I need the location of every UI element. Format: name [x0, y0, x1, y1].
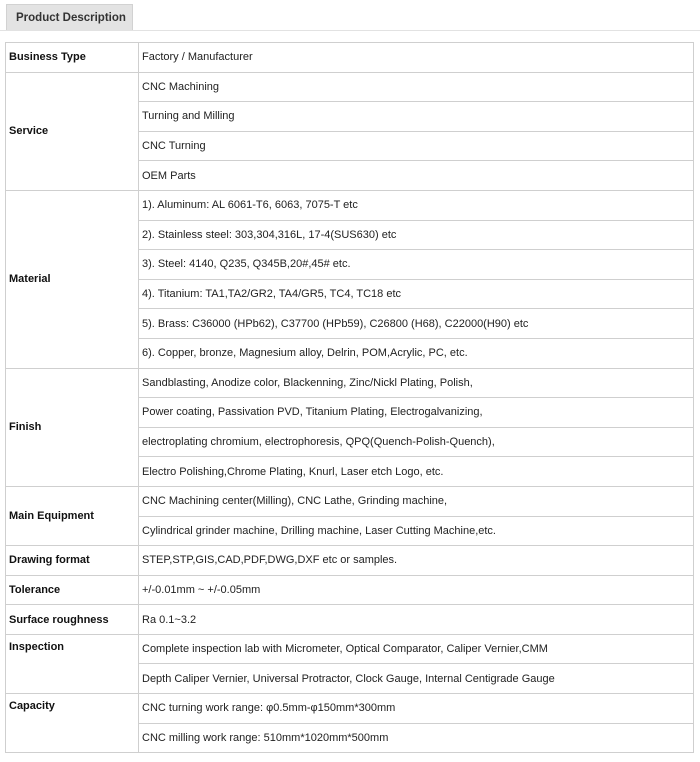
row-value-material: 6). Copper, bronze, Magnesium alloy, Delrin, POM,Acrylic, PC, etc.	[139, 338, 694, 368]
row-label-material: Material	[6, 190, 139, 368]
row-value-inspection: Depth Caliper Vernier, Universal Protractor, Clock Gauge, Internal Centigrade Gauge	[139, 664, 694, 694]
row-value-finish: Sandblasting, Anodize color, Blackenning, Zinc/Nickl Plating, Polish,	[139, 368, 694, 398]
spec-table-body	[6, 43, 694, 753]
table-row	[6, 190, 694, 220]
row-label-service: Service	[6, 72, 139, 190]
row-value-main-equipment: CNC Machining center(Milling), CNC Lathe, Grinding machine,	[139, 486, 694, 516]
table-row	[6, 634, 694, 664]
row-label-inspection: Inspection	[6, 634, 139, 693]
row-value-tolerance: +/-0.01mm ~ +/-0.05mm	[139, 575, 694, 605]
row-value-drawing-format: STEP,STP,GIS,CAD,PDF,DWG,DXF etc or samples.	[139, 546, 694, 576]
row-label-main-equipment: Main Equipment	[6, 486, 139, 545]
table-row	[6, 546, 694, 576]
table-row	[6, 368, 694, 398]
row-label-drawing-format: Drawing format	[6, 546, 139, 576]
row-value-capacity: CNC milling work range: 510mm*1020mm*500mm	[139, 723, 694, 753]
row-value-finish: Power coating, Passivation PVD, Titanium Plating, Electrogalvanizing,	[139, 398, 694, 428]
tab-divider	[0, 30, 700, 31]
row-value-finish: electroplating chromium, electrophoresis, QPQ(Quench-Polish-Quench),	[139, 427, 694, 457]
table-row	[6, 575, 694, 605]
row-value-material: 1). Aluminum: AL 6061-T6, 6063, 7075-T etc	[139, 190, 694, 220]
row-value-main-equipment: Cylindrical grinder machine, Drilling machine, Laser Cutting Machine,etc.	[139, 516, 694, 546]
row-value-material: 4). Titanium: TA1,TA2/GR2, TA4/GR5, TC4, TC18 etc	[139, 279, 694, 309]
row-value-service: CNC Machining	[139, 72, 694, 102]
row-label-business-type: Business Type	[6, 43, 139, 73]
table-row	[6, 43, 694, 73]
row-value-service: CNC Turning	[139, 131, 694, 161]
row-value-surface-roughness: Ra 0.1~3.2	[139, 605, 694, 635]
table-row	[6, 605, 694, 635]
row-value-material: 3). Steel: 4140, Q235, Q345B,20#,45# etc.	[139, 250, 694, 280]
row-label-capacity: Capacity	[6, 694, 139, 753]
tab-product-description[interactable]: Product Description	[6, 4, 133, 31]
row-label-finish: Finish	[6, 368, 139, 486]
row-value-material: 2). Stainless steel: 303,304,316L, 17-4(SUS630) etc	[139, 220, 694, 250]
row-label-tolerance: Tolerance	[6, 575, 139, 605]
row-value-business-type: Factory / Manufacturer	[139, 43, 694, 73]
row-value-finish: Electro Polishing,Chrome Plating, Knurl, Laser etch Logo, etc.	[139, 457, 694, 487]
table-row	[6, 486, 694, 516]
row-value-material: 5). Brass: C36000 (HPb62), C37700 (HPb59), C26800 (H68), C22000(H90) etc	[139, 309, 694, 339]
row-value-capacity: CNC turning work range: φ0.5mm-φ150mm*300mm	[139, 694, 694, 724]
spec-table	[5, 42, 694, 753]
table-row	[6, 694, 694, 724]
table-row	[6, 72, 694, 102]
row-value-inspection: Complete inspection lab with Micrometer, Optical Comparator, Caliper Vernier,CMM	[139, 634, 694, 664]
row-value-service: Turning and Milling	[139, 102, 694, 132]
row-label-surface-roughness: Surface roughness	[6, 605, 139, 635]
row-value-service: OEM Parts	[139, 161, 694, 191]
